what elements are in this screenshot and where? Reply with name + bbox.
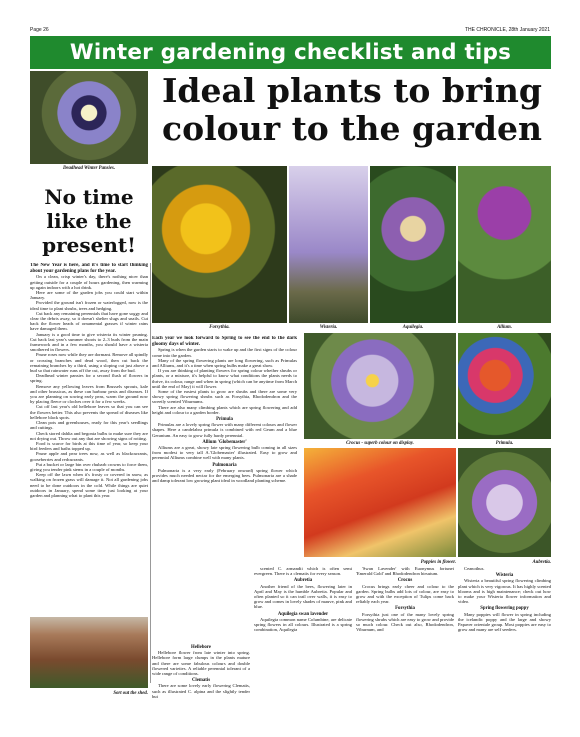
subheading: Wisteria: [495, 573, 514, 579]
paragraph: Provided the ground isn't frozen or waterlogged, now is the ideal time to plant shrubs, trees and hedging.: [30, 300, 148, 311]
subheading: Crocus: [397, 578, 413, 584]
paragraph: Remove any yellowing leaves from Brussels sprouts, kale and other brassicas, as these can harbour pests and diseases. If you are planning on sowing early peas, warm the ground now by placing fleece or cloches over it for a few weeks.: [30, 383, 148, 405]
subheading: Clematis: [191, 678, 211, 684]
subheading: Pulmonaria: [212, 462, 237, 468]
subheading: Spring flowering poppy: [480, 606, 529, 612]
subheading: Hellebore: [191, 645, 211, 650]
paragraph: Clean pots and greenhouses, ready for this year's seedlings and cuttings.: [30, 420, 148, 431]
paragraph: Some of the easiest plants to grow are shrubs and there are some very showy spring flowering shrubs such as Forsythia, Rhododendron and the sweetly scented Viburnums.: [152, 389, 297, 405]
caption-shed: Sort out the shed.: [113, 691, 148, 696]
wisteria-photo: [289, 166, 368, 323]
caption-pansies: Deadhead Winter Pansies.: [62, 166, 116, 171]
paragraph: Wisteria a beautiful spring flowering climbing plant which is very vigorous. It has highly scented blooms and is high maintenance; check out how to make your Wisteria flower information and video.: [458, 578, 551, 605]
subheading: Forsythia: [395, 606, 415, 612]
caption-aubretia: Aubretia.: [532, 560, 551, 565]
paragraph: Many poppies will flower in spring including the icelandic poppy and the large and showy Papaver orientale group. Most poppies are easy to grow and many are self seeders.: [458, 611, 551, 633]
paragraph: Many of the spring flowering plants are long flowering, such as Primulas and Alliums, and it's a time when spring bulbs make a great show.: [152, 357, 297, 369]
poppies-photo: [304, 448, 456, 557]
caption-aquilegia: Aquilegia.: [402, 325, 424, 330]
paragraph: There are some lovely early flowering Clematis, such as illustrated C. alpina and the slightly tender but: [152, 683, 250, 699]
headline: Ideal plants to bring colour to the garden: [161, 71, 542, 148]
paragraph: Cut off last year's old hellebore leaves so that you can see the flowers better. This also prevents the spread of diseases like hellebore black spots.: [30, 404, 148, 420]
pansies-photo: [30, 71, 148, 164]
bottom-column-3: [356, 566, 454, 735]
paragraph: Crocus brings early cheer and colour to the garden. Spring bulbs add lots of colour, are easy to grow and with the exception of Tulips come back reliably each year.: [356, 583, 454, 605]
paragraph: Primulas are a lovely spring flower with many different colours and flower shapes. Here a candelabra primula is combined with red Geum and a blue Geranium. An easy to grow fully hardy perennial.: [152, 422, 297, 438]
shed-photo: [30, 617, 148, 688]
paragraph: Aquilegia common name Columbine, are delicate spring flowers in all colours. Illustrated is a spring combination, Aquilegia: [254, 616, 352, 633]
allium-photo: [458, 166, 551, 323]
subheading: Primula: [216, 417, 233, 423]
subheading: Aquilegia swan lavender: [277, 611, 329, 617]
paragraph: Prune roses now while they are dormant. Remove all spindly or crossing branches and dead wood, then cut back the remaining branches by a third, using a sloping cut just above a bud so that rainwater runs off the cut, away from the bud.: [30, 352, 148, 374]
paragraph: There are also many climbing plants which are spring flowering and add height and colour to a garden border.: [152, 404, 297, 415]
bottom-column-1: [152, 643, 250, 735]
aquilegia-photo: [370, 166, 456, 323]
paragraph: Food is scarce for birds at this time of year, so keep your bird feeders and baths topped up.: [30, 440, 148, 452]
paragraph: Spring is when the garden starts to wake up and the first signs of the colour come into the garden.: [152, 347, 297, 358]
page-number: Page 26: [30, 27, 49, 33]
paragraph: The New Year is here, and it's time to start thinking about your gardening plans for the year.: [30, 263, 148, 274]
paragraph: Here are some of the garden jobs you could start within January.: [30, 290, 148, 301]
subheading: Allium 'Globemaster': [202, 439, 247, 445]
paragraph: Prune apple and pear trees now, as well as blackcurrants, gooseberries and redcurrants.: [30, 451, 148, 462]
caption-primula: Primula.: [495, 441, 514, 446]
paragraph: Another friend of the bees, flowering later in April and May is the humble Aubretia. Popular and often planted so it can trail over walls, it is easy to grow and comes in lovely shades of mauve, pink and blue.: [254, 583, 352, 610]
aubretia-photo: [458, 448, 551, 557]
crocus-photo: [304, 333, 456, 439]
subheading: Aubretia: [293, 578, 313, 584]
left-column-text: [30, 263, 148, 613]
paragraph: Pulmonaria is a very early (February onward) spring flower which provides much needed nectar for the emerging bees. Pulmonaria are a shade and damp tolerant low growing plant ideal in woodland planting scheme.: [152, 467, 297, 484]
caption-forsythia: Forsythia.: [209, 325, 230, 330]
caption-poppies: Poppies in flower.: [420, 560, 456, 565]
paragraph: Each year we look forward to Spring to see the end to the dark gloomy days of winter.: [152, 336, 297, 347]
paragraph: Forsythia just one of the many lovely spring flowering shrubs which are easy to grow and provide so much colour. Check out also, Rhododendron, Viburnum, and: [356, 611, 454, 633]
paragraph: Hellebore flower from late winter into spring. Hellebore form large clumps in the plants mature and there are some fabulous colours and double flowered varieties. A reliable perennial tolerant of a wide range of conditions.: [152, 650, 250, 677]
paragraph: Ceanothus.: [464, 566, 485, 571]
bottom-column-4: [458, 566, 551, 735]
bottom-column-2: [254, 566, 352, 735]
paragraph: Deadhead winter pansies for a second flush of flowers in spring.: [30, 373, 148, 384]
subheadline: No time like the present!: [42, 185, 136, 257]
caption-wisteria: Wisteria.: [319, 325, 338, 330]
paragraph: Check stored dahlia and begonia bulbs to make sure they are not drying out. Throw out any that are showing signs of rotting.: [30, 430, 148, 441]
paragraph: Put a bucket or large bin over rhubarb crowns to force them, giving you tender pink stems in a couple of months.: [30, 461, 148, 472]
paragraph: Keep off the lawn when it's frosty or covered in snow, as walking on frozen grass will damage it. Not all gardening jobs need to be done outdoors in the cold. While things are quiet outdoors in January, spend some time just looking at your garden and planning what to plant this year.: [30, 472, 148, 498]
caption-allium: Allium.: [497, 325, 512, 330]
paragraph: On a clean, crisp winter's day, there's nothing nicer than getting outside for a couple of hours gardening, then warming up again indoors with a hot drink.: [30, 274, 148, 290]
paragraph: Cut back any remaining perennials that have gone soggy and clear the debris away, so it doesn't shelter slugs and snails. Cut back the flower heads of ornamental grasses if winter rains have damaged them.: [30, 310, 148, 332]
paragraph: January is a good time to give wisteria its winter pruning. Cut back last year's summer shoots to 2–3 buds from the main framework and in a few months, you should have a wisteria smothered in flowers.: [30, 331, 148, 353]
column-rule: [150, 263, 151, 683]
forsythia-photo: [152, 166, 287, 323]
paragraph: If you are thinking of planting flowers for spring colour whether shrubs or plants, or a mixture, it's helpful to know what conditions the plants needs to thrive, its colour, range and when in spring (which can be anytime from March until the end of May) it will flower.: [152, 368, 297, 389]
caption-crocus: Crocus - superb colour on display.: [346, 441, 414, 446]
paragraph: scented C. armandii which is often semi evergreen. There is a clematis for every season.: [254, 566, 352, 577]
section-banner: Winter gardening checklist and tips: [30, 36, 551, 69]
paragraph: 'Swan Lavender' with Euonymus fortunei 'Emerald Gold' and Rhododendron hirsutum.: [356, 566, 454, 577]
paragraph: Alliums are a great, showy late spring flowering bulb coming in all sizes from modest to very tall A.'Globemaster' illustrated. Easy to grow and perennial Alliums combine well with many plants.: [152, 445, 297, 461]
newspaper-dateline: THE CHRONICLE, 28th January 2021: [464, 27, 550, 33]
primula-photo: [458, 333, 551, 439]
